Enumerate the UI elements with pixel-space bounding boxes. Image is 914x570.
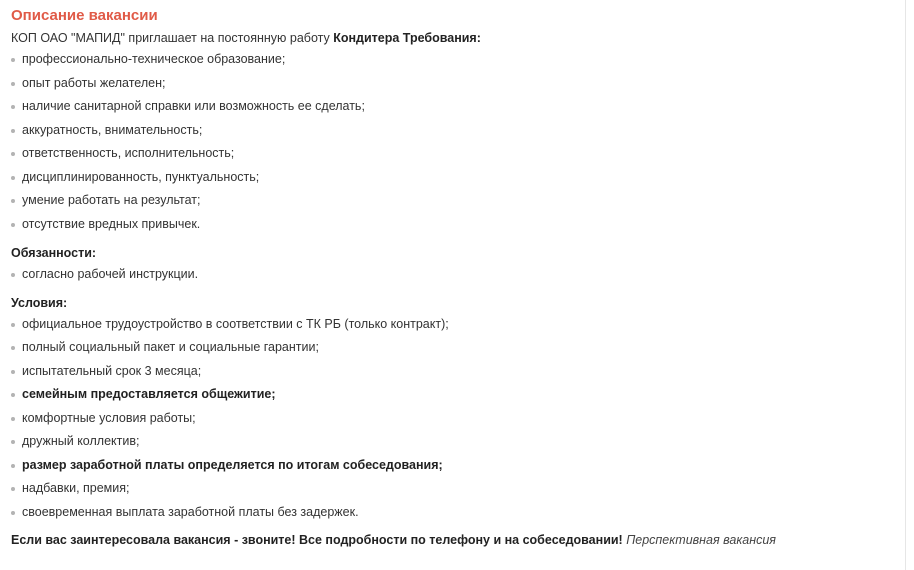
requirement-item: аккуратность, внимательность; [11,119,905,143]
bullet-icon [11,346,15,350]
duties-title: Обязанности: [11,246,97,260]
bullet-icon [11,417,15,421]
requirement-item: отсутствие вредных привычек. [11,213,905,237]
bullet-icon [11,487,15,491]
bullet-icon [11,273,15,277]
requirement-item: дисциплинированность, пунктуальность; [11,166,905,190]
bullet-icon [11,176,15,180]
closing-call-to-action: Если вас заинтересовала вакансия - звоните! Все подробности по телефону и на собеседовании! [11,533,623,547]
vacancy-intro-text: КОП ОАО "МАПИД" приглашает на постоянную работу [11,31,334,45]
condition-item: дружный коллектив; [11,430,905,454]
bullet-icon [11,223,15,227]
condition-item: полный социальный пакет и социальные гарантии; [11,336,905,360]
duties-list [11,263,905,287]
bullet-icon [11,105,15,109]
bullet-icon [11,440,15,444]
requirement-item: ответственность, исполнительность; [11,142,905,166]
bullet-icon [11,199,15,203]
bullet-icon [11,511,15,515]
condition-item: надбавки, премия; [11,477,905,501]
condition-item: комфортные условия работы; [11,407,905,431]
bullet-icon [11,370,15,374]
bullet-icon [11,82,15,86]
vacancy-intro-position: Кондитера Требования: [333,31,481,45]
bullet-icon [11,323,15,327]
requirements-list [11,48,905,236]
requirement-item: наличие санитарной справки или возможность ее сделать; [11,95,905,119]
closing-text [11,530,905,550]
condition-item: испытательный срок 3 месяца; [11,360,905,384]
requirement-item: умение работать на результат; [11,189,905,213]
vacancy-intro [11,28,905,48]
conditions-list [11,313,905,525]
bullet-icon [11,393,15,397]
bullet-icon [11,58,15,62]
closing-tagline: Перспективная вакансия [626,533,776,547]
condition-item: размер заработной платы определяется по итогам собеседования; [11,454,905,478]
vacancy-description-heading: Описание вакансии [11,7,158,24]
bullet-icon [11,129,15,133]
bullet-icon [11,152,15,156]
condition-item: своевременная выплата заработной платы без задержек. [11,501,905,525]
conditions-title: Условия: [11,295,68,310]
requirement-item: профессионально-техническое образование; [11,48,905,72]
duty-item: согласно рабочей инструкции. [11,263,905,287]
condition-item: семейным предоставляется общежитие; [11,383,905,407]
condition-item: официальное трудоустройство в соответствии с ТК РБ (только контракт); [11,313,905,337]
requirement-item: опыт работы желателен; [11,72,905,96]
bullet-icon [11,464,15,468]
